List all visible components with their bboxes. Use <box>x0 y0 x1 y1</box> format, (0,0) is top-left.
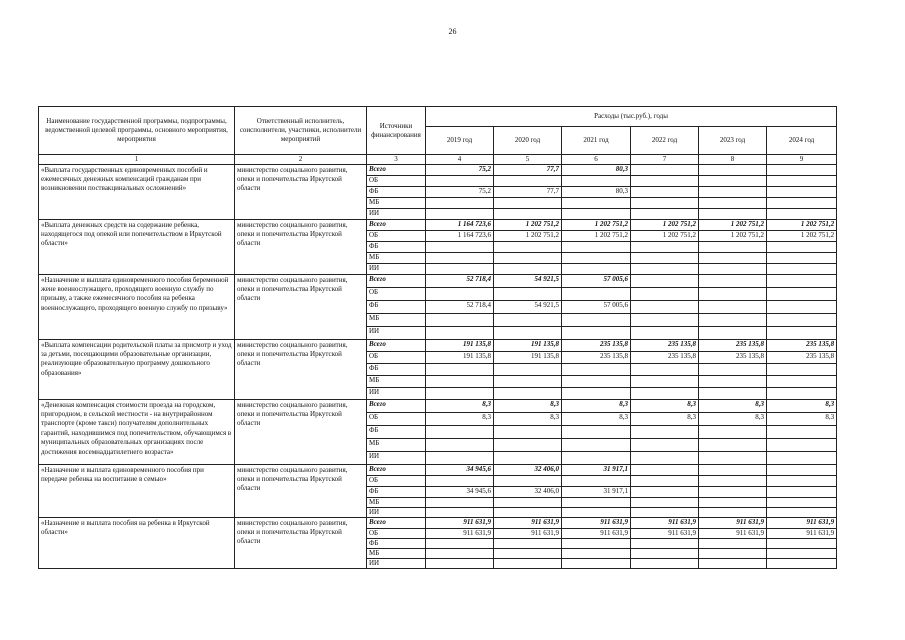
expense-value: 57 005,6 <box>562 274 631 287</box>
column-number: 6 <box>562 155 631 165</box>
expense-value <box>767 558 837 568</box>
expense-value <box>426 558 494 568</box>
expense-value: 191 135,8 <box>426 339 494 351</box>
expense-value: 1 202 751,2 <box>562 230 631 241</box>
expense-value: 8,3 <box>426 412 494 425</box>
expense-value: 1 202 751,2 <box>631 219 699 230</box>
expense-value: 191 135,8 <box>426 351 494 363</box>
column-number: 4 <box>426 155 494 165</box>
expense-value <box>699 197 767 208</box>
funding-source: МБ <box>367 438 426 451</box>
table-row <box>39 517 837 528</box>
expense-value: 1 164 723,6 <box>426 219 494 230</box>
expense-value: 1 202 751,2 <box>767 219 837 230</box>
expense-value <box>562 425 631 438</box>
expense-value: 911 631,9 <box>631 517 699 528</box>
header-program: Наименование государственной программы, подпрограммы, ведомственной целевой программы, основного мероприятия, мероприятия <box>39 107 235 155</box>
expense-value: 191 135,8 <box>494 351 562 363</box>
expense-value <box>494 558 562 568</box>
expense-value <box>494 538 562 548</box>
expense-value: 911 631,9 <box>767 517 837 528</box>
expense-value <box>562 538 631 548</box>
expense-value <box>631 313 699 326</box>
expense-value <box>562 497 631 507</box>
expense-value <box>426 507 494 517</box>
executor-name: министерство социального развития, опеки и попечительства Иркутской области <box>235 339 367 399</box>
expense-value <box>631 208 699 219</box>
expense-value <box>562 363 631 375</box>
funding-source: ФБ <box>367 425 426 438</box>
funding-source: Всего <box>367 464 426 475</box>
expenses-table <box>38 106 837 569</box>
expense-value: 911 631,9 <box>699 528 767 538</box>
expense-value <box>699 287 767 300</box>
funding-source: ФБ <box>367 486 426 497</box>
expense-value <box>426 363 494 375</box>
expense-value <box>767 263 837 274</box>
expense-value <box>562 387 631 399</box>
expense-value: 1 202 751,2 <box>494 230 562 241</box>
expense-value <box>494 252 562 263</box>
funding-source: ОБ <box>367 230 426 241</box>
expense-value <box>767 451 837 464</box>
expense-value <box>631 425 699 438</box>
expense-value <box>562 375 631 387</box>
expense-value <box>426 287 494 300</box>
column-number: 5 <box>494 155 562 165</box>
page-number: 26 <box>448 27 457 36</box>
expense-value <box>767 387 837 399</box>
header-year: 2020 год <box>494 127 562 155</box>
funding-source: ИИ <box>367 208 426 219</box>
expense-value <box>494 208 562 219</box>
header-sources: Источники финансирования <box>367 107 426 155</box>
column-number: 8 <box>699 155 767 165</box>
expense-value <box>494 451 562 464</box>
expense-value <box>767 197 837 208</box>
funding-source: ИИ <box>367 263 426 274</box>
funding-source: ИИ <box>367 558 426 568</box>
header-year: 2024 год <box>767 127 837 155</box>
expense-value <box>494 475 562 486</box>
table-row <box>39 399 837 412</box>
expense-value <box>767 548 837 558</box>
expense-value: 8,3 <box>631 399 699 412</box>
funding-source: ОБ <box>367 175 426 186</box>
expense-value <box>699 387 767 399</box>
expense-value: 235 135,8 <box>767 339 837 351</box>
expense-value <box>631 326 699 339</box>
expense-value <box>494 241 562 252</box>
expense-value <box>494 507 562 517</box>
expense-value: 75,2 <box>426 164 494 175</box>
expense-value <box>767 375 837 387</box>
funding-source: Всего <box>367 164 426 175</box>
expense-value <box>699 507 767 517</box>
expense-value <box>699 464 767 475</box>
expense-value <box>699 313 767 326</box>
expense-value: 57 005,6 <box>562 300 631 313</box>
expense-value <box>767 252 837 263</box>
funding-source: МБ <box>367 313 426 326</box>
expense-value <box>767 186 837 197</box>
expense-value: 1 202 751,2 <box>494 219 562 230</box>
expense-value <box>699 208 767 219</box>
expense-value <box>767 363 837 375</box>
expense-value: 32 406,0 <box>494 486 562 497</box>
expense-value <box>699 241 767 252</box>
funding-source: ОБ <box>367 475 426 486</box>
expense-value <box>767 164 837 175</box>
expense-value <box>562 548 631 558</box>
table-row <box>39 164 837 175</box>
expense-value <box>699 252 767 263</box>
expense-value <box>494 363 562 375</box>
expense-value <box>767 241 837 252</box>
funding-source: МБ <box>367 548 426 558</box>
funding-source: Всего <box>367 219 426 230</box>
column-number: 2 <box>235 155 367 165</box>
expense-value: 8,3 <box>699 399 767 412</box>
executor-name: министерство социального развития, опеки и попечительства Иркутской области <box>235 274 367 339</box>
expense-value <box>631 197 699 208</box>
expense-value <box>631 164 699 175</box>
expense-value <box>631 186 699 197</box>
expense-value <box>562 558 631 568</box>
expense-value <box>631 451 699 464</box>
table-row <box>39 219 837 230</box>
expense-value <box>699 326 767 339</box>
expense-value: 8,3 <box>562 412 631 425</box>
executor-name: министерство социального развития, опеки и попечительства Иркутской области <box>235 464 367 517</box>
header-year: 2021 год <box>562 127 631 155</box>
expense-value <box>494 197 562 208</box>
expense-value <box>631 300 699 313</box>
expense-value <box>562 208 631 219</box>
expense-value <box>631 287 699 300</box>
expense-value <box>631 263 699 274</box>
expense-value <box>699 164 767 175</box>
expense-value: 235 135,8 <box>562 339 631 351</box>
header-year: 2022 год <box>631 127 699 155</box>
funding-source: ОБ <box>367 351 426 363</box>
expense-value: 235 135,8 <box>562 351 631 363</box>
expense-value: 8,3 <box>631 412 699 425</box>
expense-value <box>426 175 494 186</box>
expense-value <box>631 252 699 263</box>
expense-value <box>767 538 837 548</box>
expense-value: 8,3 <box>426 399 494 412</box>
expense-value <box>699 375 767 387</box>
expense-value: 8,3 <box>494 399 562 412</box>
expense-value <box>562 475 631 486</box>
expense-value <box>767 475 837 486</box>
column-number: 1 <box>39 155 235 165</box>
expense-value: 1 202 751,2 <box>631 230 699 241</box>
expense-value: 52 718,4 <box>426 300 494 313</box>
expense-value <box>699 363 767 375</box>
funding-source: ИИ <box>367 507 426 517</box>
expense-value <box>699 497 767 507</box>
expense-value <box>699 175 767 186</box>
table-body <box>39 164 837 568</box>
funding-source: ФБ <box>367 538 426 548</box>
expense-value <box>426 208 494 219</box>
expense-value <box>631 558 699 568</box>
expense-value <box>562 313 631 326</box>
expense-value: 911 631,9 <box>631 528 699 538</box>
expense-value: 1 164 723,6 <box>426 230 494 241</box>
expense-value <box>494 387 562 399</box>
funding-source: Всего <box>367 517 426 528</box>
expense-value <box>494 425 562 438</box>
expense-value <box>767 464 837 475</box>
expense-value <box>494 175 562 186</box>
expense-value <box>631 274 699 287</box>
expense-value: 235 135,8 <box>699 351 767 363</box>
expense-value <box>699 548 767 558</box>
expense-value <box>426 425 494 438</box>
expense-value <box>426 438 494 451</box>
expense-value <box>562 451 631 464</box>
expense-value: 77,7 <box>494 164 562 175</box>
expense-value <box>631 438 699 451</box>
expense-value <box>767 425 837 438</box>
expense-value <box>494 313 562 326</box>
executor-name: министерство социального развития, опеки и попечительства Иркутской области <box>235 517 367 568</box>
expense-value <box>494 263 562 274</box>
expense-value <box>767 287 837 300</box>
program-name: «Назначение и выплата единовременного пособия при передаче ребенка на воспитание в семью» <box>39 464 235 517</box>
executor-name: министерство социального развития, опеки и попечительства Иркутской области <box>235 219 367 274</box>
expense-value <box>767 507 837 517</box>
column-number: 9 <box>767 155 837 165</box>
expense-value <box>426 451 494 464</box>
expense-value: 80,3 <box>562 186 631 197</box>
expense-value <box>631 464 699 475</box>
expense-value <box>562 326 631 339</box>
expense-value <box>562 507 631 517</box>
expense-value <box>699 475 767 486</box>
expense-value <box>631 507 699 517</box>
funding-source: ОБ <box>367 287 426 300</box>
expense-value <box>767 274 837 287</box>
funding-source: МБ <box>367 375 426 387</box>
expense-value <box>494 438 562 451</box>
funding-source: ИИ <box>367 387 426 399</box>
funding-source: МБ <box>367 252 426 263</box>
funding-source: ОБ <box>367 528 426 538</box>
expense-value: 911 631,9 <box>767 528 837 538</box>
funding-source: ФБ <box>367 186 426 197</box>
expense-value: 235 135,8 <box>699 339 767 351</box>
expense-value <box>767 486 837 497</box>
expense-value <box>699 438 767 451</box>
expense-value <box>767 313 837 326</box>
expense-value <box>426 375 494 387</box>
expense-value <box>426 313 494 326</box>
expense-value <box>767 326 837 339</box>
expense-value <box>699 300 767 313</box>
expense-value <box>426 326 494 339</box>
expense-value: 8,3 <box>767 412 837 425</box>
expense-value <box>631 241 699 252</box>
expense-value <box>631 375 699 387</box>
expense-value: 75,2 <box>426 186 494 197</box>
expense-value: 911 631,9 <box>562 517 631 528</box>
expense-value <box>562 241 631 252</box>
expense-value <box>699 558 767 568</box>
program-name: «Назначение и выплата единовременного пособия беременной жене военнослужащего, проходящего военную службу по призыву, а также ежемесячного пособия на ребенка военнослужащего, проходящего военную службу по призыву» <box>39 274 235 339</box>
expense-value <box>426 497 494 507</box>
funding-source: ОБ <box>367 412 426 425</box>
expense-value: 911 631,9 <box>494 517 562 528</box>
header-executor: Ответственный исполнитель, соисполнители, участники, исполнители мероприятий <box>235 107 367 155</box>
expense-value <box>494 375 562 387</box>
funding-source: ФБ <box>367 363 426 375</box>
expense-value <box>699 425 767 438</box>
expense-value <box>699 538 767 548</box>
expense-value: 911 631,9 <box>426 517 494 528</box>
expense-value <box>767 438 837 451</box>
expense-value <box>562 197 631 208</box>
expense-value: 1 202 751,2 <box>562 219 631 230</box>
expense-value <box>631 475 699 486</box>
expense-value <box>767 175 837 186</box>
expense-value <box>767 497 837 507</box>
expense-value: 235 135,8 <box>631 351 699 363</box>
expense-value <box>631 363 699 375</box>
program-name: «Выплата денежных средств на содержание ребенка, находящегося под опекой или попечительством в Иркутской области» <box>39 219 235 274</box>
expense-value: 911 631,9 <box>562 528 631 538</box>
table-row <box>39 274 837 287</box>
expense-value: 8,3 <box>699 412 767 425</box>
expense-value <box>494 326 562 339</box>
expense-value: 911 631,9 <box>494 528 562 538</box>
table-row <box>39 464 837 475</box>
expense-value <box>631 548 699 558</box>
program-name: «Выплата государственных единовременных пособий и ежемесячных денежных компенсаций гражданам при возникновении поствакцинальных осложнений» <box>39 164 235 219</box>
expense-value: 1 202 751,2 <box>699 230 767 241</box>
expense-value <box>494 548 562 558</box>
expense-value: 235 135,8 <box>767 351 837 363</box>
expense-value <box>767 300 837 313</box>
expense-value <box>562 287 631 300</box>
funding-source: МБ <box>367 197 426 208</box>
expense-value: 911 631,9 <box>426 528 494 538</box>
funding-source: ИИ <box>367 451 426 464</box>
funding-source: ФБ <box>367 300 426 313</box>
program-name: «Выплата компенсации родительской платы за присмотр и уход за детьми, посещающими образовательные организации, реализующие образовательную программу дошкольного образования» <box>39 339 235 399</box>
header-year: 2019 год <box>426 127 494 155</box>
funding-source: Всего <box>367 399 426 412</box>
expense-value <box>631 387 699 399</box>
expense-value: 31 917,1 <box>562 486 631 497</box>
expense-value <box>426 263 494 274</box>
expense-value <box>631 538 699 548</box>
expense-value: 31 917,1 <box>562 464 631 475</box>
expense-value <box>494 287 562 300</box>
funding-source: Всего <box>367 339 426 351</box>
expense-value <box>426 252 494 263</box>
expense-value: 1 202 751,2 <box>699 219 767 230</box>
expense-value: 911 631,9 <box>699 517 767 528</box>
column-number: 7 <box>631 155 699 165</box>
expense-value <box>562 263 631 274</box>
expense-value: 8,3 <box>767 399 837 412</box>
expense-value: 52 718,4 <box>426 274 494 287</box>
expense-value: 235 135,8 <box>631 339 699 351</box>
expense-value <box>562 175 631 186</box>
expense-value <box>767 208 837 219</box>
funding-source: ФБ <box>367 241 426 252</box>
program-name: «Назначение и выплата пособия на ребенка в Иркутской области» <box>39 517 235 568</box>
expense-value: 8,3 <box>562 399 631 412</box>
expense-value: 80,3 <box>562 164 631 175</box>
expense-value <box>631 497 699 507</box>
expense-value <box>699 486 767 497</box>
expense-value <box>699 274 767 287</box>
expense-value <box>426 548 494 558</box>
expense-value: 1 202 751,2 <box>767 230 837 241</box>
expense-value <box>631 486 699 497</box>
expense-value: 54 921,5 <box>494 300 562 313</box>
expense-value: 8,3 <box>494 412 562 425</box>
expense-value: 54 921,5 <box>494 274 562 287</box>
expense-value <box>699 451 767 464</box>
expense-value: 77,7 <box>494 186 562 197</box>
funding-source: Всего <box>367 274 426 287</box>
funding-source: МБ <box>367 497 426 507</box>
expense-value <box>562 252 631 263</box>
expense-value <box>631 175 699 186</box>
expense-value: 34 945,6 <box>426 486 494 497</box>
expense-value: 34 945,6 <box>426 464 494 475</box>
expense-value <box>426 475 494 486</box>
expense-value <box>699 263 767 274</box>
expense-value <box>426 241 494 252</box>
header-expenses: Расходы (тыс.руб.), годы <box>426 107 837 127</box>
expense-value: 191 135,8 <box>494 339 562 351</box>
expense-value <box>426 538 494 548</box>
expense-value <box>426 197 494 208</box>
funding-source: ИИ <box>367 326 426 339</box>
executor-name: министерство социального развития, опеки и попечительства Иркутской области <box>235 164 367 219</box>
table-row <box>39 339 837 351</box>
expense-value: 32 406,0 <box>494 464 562 475</box>
header-year: 2023 год <box>699 127 767 155</box>
expense-value <box>494 497 562 507</box>
column-number: 3 <box>367 155 426 165</box>
executor-name: министерство социального развития, опеки и попечительства Иркутской области <box>235 399 367 464</box>
expense-value <box>699 186 767 197</box>
program-name: «Денежная компенсация стоимости проезда на городском, пригородном, в сельской местности - на внутрирайонном транспорте (кроме такси) получателям дополнительных гарантий, находившимся под попечительством, обучающимся в муниципальных образовательных организациях после достижения восемнадцатилетнего возраста» <box>39 399 235 464</box>
expense-value <box>562 438 631 451</box>
expense-value <box>426 387 494 399</box>
